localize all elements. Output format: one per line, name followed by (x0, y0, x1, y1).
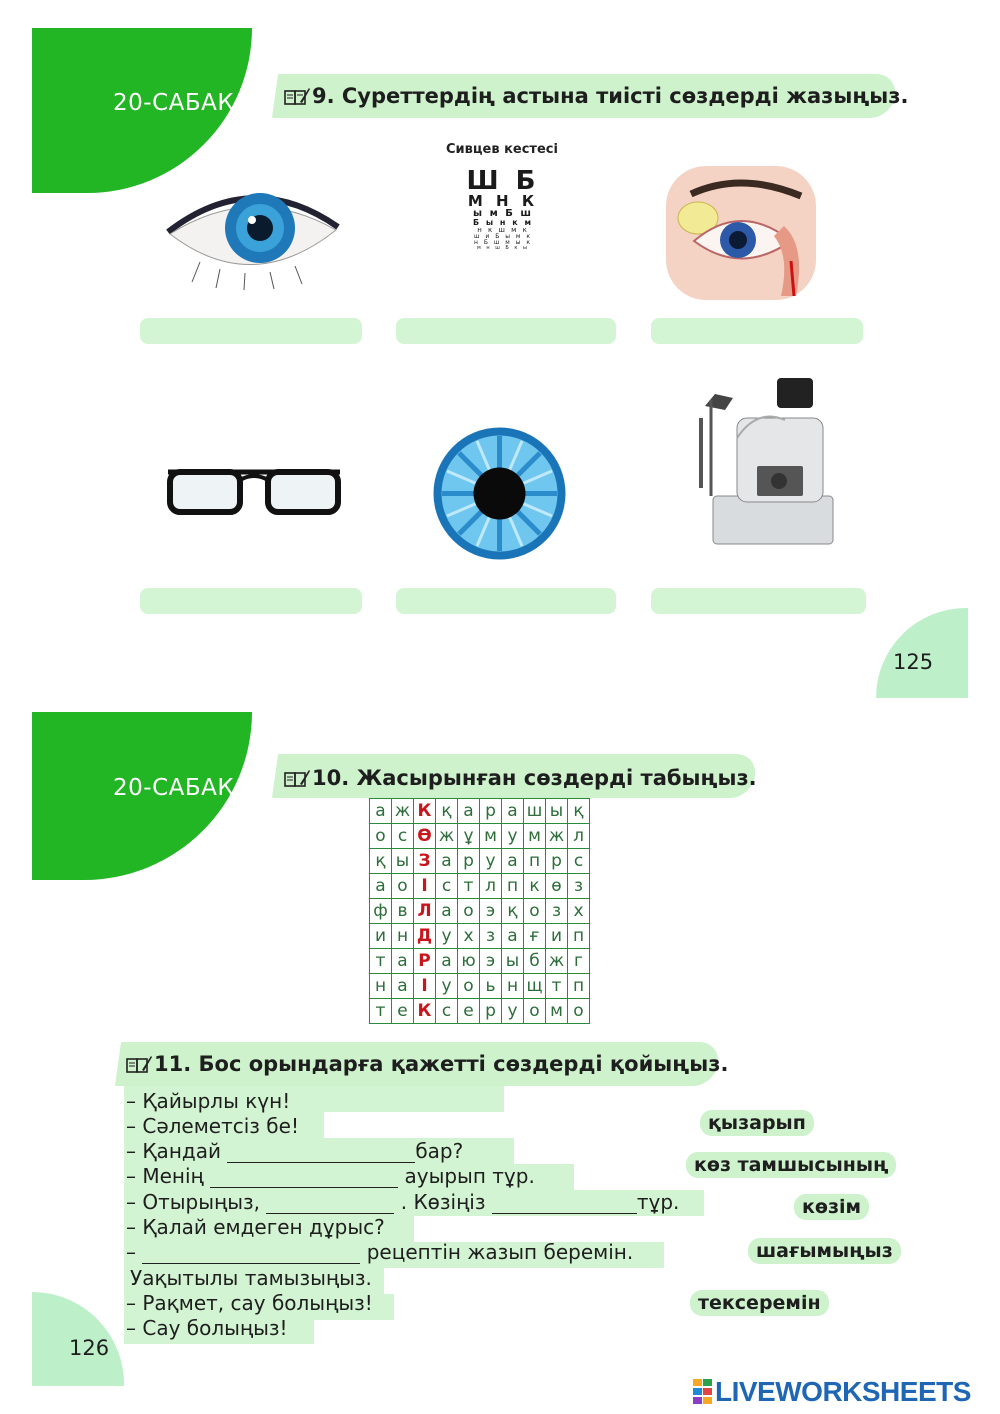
grid-cell[interactable]: х (568, 899, 590, 924)
grid-cell[interactable]: е (392, 999, 414, 1024)
write-book-icon (126, 1054, 152, 1074)
word-bank-item[interactable]: шағымыңыз (748, 1238, 901, 1264)
grid-cell[interactable]: п (568, 974, 590, 999)
grid-cell[interactable]: э (480, 949, 502, 974)
glasses-image (164, 466, 344, 518)
grid-cell[interactable]: с (436, 874, 458, 899)
eye-image (160, 172, 345, 292)
grid-cell[interactable]: л (568, 824, 590, 849)
task9-title (284, 84, 908, 108)
grid-cell[interactable]: о (458, 899, 480, 924)
grid-cell[interactable]: э (480, 899, 502, 924)
grid-cell[interactable]: к (524, 874, 546, 899)
grid-cell[interactable]: с (392, 824, 414, 849)
grid-cell[interactable]: Ө (414, 824, 436, 849)
task10-title (284, 766, 757, 790)
blank-field-5[interactable] (142, 1245, 360, 1264)
grid-cell[interactable]: з (546, 899, 568, 924)
grid-cell[interactable]: ы (546, 799, 568, 824)
blank-field-4[interactable] (492, 1195, 637, 1214)
grid-cell[interactable]: н (370, 974, 392, 999)
chart-row-2: М Н К (467, 192, 539, 210)
word-bank-item[interactable]: көзім (794, 1194, 869, 1220)
grid-cell[interactable]: Л (414, 899, 436, 924)
grid-cell[interactable]: К (414, 999, 436, 1024)
blank-field-2[interactable] (210, 1169, 398, 1188)
grid-row (370, 974, 590, 999)
grid-cell[interactable]: І (414, 874, 436, 899)
grid-row (370, 999, 590, 1024)
dialogue-line-3 (126, 1139, 463, 1163)
write-book-icon (284, 86, 310, 106)
grid-cell[interactable]: т (546, 974, 568, 999)
blank-field-3[interactable] (266, 1195, 394, 1214)
dialogue-line-2: – Сәлеметсіз бе! (126, 1114, 299, 1138)
task11-text: 11. Бос орындарға қажетті сөздерді қойыңыз. (154, 1052, 729, 1076)
grid-cell[interactable]: и (370, 924, 392, 949)
grid-cell[interactable]: н (502, 974, 524, 999)
grid-cell[interactable]: м (546, 999, 568, 1024)
grid-row (370, 874, 590, 899)
grid-row (370, 849, 590, 874)
answer-field-4[interactable] (140, 588, 362, 614)
grid-row (370, 899, 590, 924)
grid-cell[interactable]: қ (568, 799, 590, 824)
grid-cell[interactable]: о (568, 999, 590, 1024)
grid-cell[interactable]: қ (370, 849, 392, 874)
grid-cell[interactable]: а (502, 849, 524, 874)
grid-cell[interactable]: г (568, 949, 590, 974)
lesson-label-2: 20-САБАҚ (113, 775, 235, 801)
grid-cell[interactable]: І (414, 974, 436, 999)
chart-row-1: Ш Б (466, 166, 540, 196)
fundus-camera-image (695, 378, 835, 548)
blank-field-1[interactable] (227, 1144, 415, 1163)
grid-cell[interactable]: К (414, 799, 436, 824)
grid-cell[interactable]: в (392, 899, 414, 924)
grid-cell[interactable]: б (524, 949, 546, 974)
liveworksheets-icon (693, 1379, 713, 1405)
grid-cell[interactable]: у (502, 999, 524, 1024)
grid-cell[interactable]: з (568, 874, 590, 899)
dialogue-text: ауырып тұр. (398, 1164, 535, 1188)
brand-text: LIVEWORKSHEETS (715, 1376, 971, 1407)
grid-cell[interactable]: Р (414, 949, 436, 974)
grid-cell[interactable]: ж (392, 799, 414, 824)
grid-cell[interactable]: м (480, 824, 502, 849)
task9-text: 9. Суреттердің астына тиісті сөздерді жазыңыз. (312, 84, 909, 108)
tear-gland-image (666, 166, 816, 300)
page-number-2: 126 (69, 1336, 110, 1360)
grid-cell[interactable]: с (436, 999, 458, 1024)
dialogue-line-1: – Қайырлы күн! (126, 1089, 291, 1113)
grid-cell[interactable]: у (436, 974, 458, 999)
grid-cell[interactable]: З (414, 849, 436, 874)
grid-cell[interactable]: ы (392, 849, 414, 874)
chart-row-3: ы м Б ш (473, 208, 533, 219)
word-search-grid (369, 798, 590, 1024)
grid-cell[interactable]: ы (502, 949, 524, 974)
grid-cell[interactable]: ж (546, 949, 568, 974)
grid-cell[interactable]: у (436, 924, 458, 949)
lesson-label: 20-САБАҚ (113, 90, 235, 116)
grid-cell[interactable]: щ (524, 974, 546, 999)
grid-cell[interactable]: ұ (458, 824, 480, 849)
grid-row (370, 824, 590, 849)
task10-text: 10. Жасырынған сөздерді табыңыз. (312, 766, 757, 790)
dialogue-line-5 (126, 1190, 679, 1214)
grid-cell[interactable]: а (392, 949, 414, 974)
grid-cell[interactable]: о (458, 974, 480, 999)
answer-field-6[interactable] (651, 588, 866, 614)
grid-cell[interactable]: т (458, 874, 480, 899)
grid-cell[interactable]: с (568, 849, 590, 874)
dialogue-text: – Менің (126, 1164, 211, 1188)
grid-cell[interactable]: р (480, 999, 502, 1024)
grid-cell[interactable]: п (568, 924, 590, 949)
grid-cell[interactable]: т (370, 949, 392, 974)
iris-image (432, 426, 567, 561)
chart-row-4: Б ы н к м (473, 218, 533, 227)
dialogue-text: – Қандай (126, 1139, 228, 1163)
grid-row (370, 949, 590, 974)
task11-title (126, 1052, 728, 1076)
grid-cell[interactable]: е (458, 999, 480, 1024)
dialogue-line-9: – Рақмет, сау болыңыз! (126, 1291, 373, 1315)
grid-cell[interactable]: ф (370, 899, 392, 924)
grid-cell[interactable]: а (370, 874, 392, 899)
grid-cell[interactable]: м (524, 824, 546, 849)
grid-cell[interactable]: з (480, 924, 502, 949)
grid-cell[interactable]: у (480, 849, 502, 874)
grid-cell[interactable]: и (546, 924, 568, 949)
write-book-icon (284, 768, 310, 788)
chart-row-6: ш и Б ы м к (474, 233, 532, 240)
grid-cell[interactable]: қ (502, 899, 524, 924)
answer-field-3[interactable] (651, 318, 863, 344)
dialogue-line-8: Уақытылы тамызыңыз. (130, 1266, 372, 1290)
dialogue-text: – (126, 1240, 143, 1264)
word-bank-item[interactable]: тексеремін (690, 1290, 829, 1316)
sivtsev-chart-caption: Сивцев кестесі (446, 142, 558, 157)
grid-cell[interactable]: ө (546, 874, 568, 899)
grid-cell[interactable]: т (370, 999, 392, 1024)
dialogue-text: тұр. (636, 1190, 680, 1214)
dialogue-text: бар? (415, 1139, 464, 1163)
dialogue-line-4 (126, 1164, 535, 1188)
chart-row-8: м н ш Б к ы (477, 245, 529, 251)
grid-cell[interactable]: ш (524, 799, 546, 824)
grid-cell[interactable]: р (480, 799, 502, 824)
sivtsev-chart (452, 168, 554, 251)
grid-cell[interactable]: ж (546, 824, 568, 849)
grid-row (370, 799, 590, 824)
grid-cell[interactable]: а (392, 974, 414, 999)
grid-cell[interactable]: х (458, 924, 480, 949)
dialogue-text: рецептін жазып беремін. (360, 1240, 634, 1264)
grid-cell[interactable]: о (524, 899, 546, 924)
grid-cell[interactable]: о (524, 999, 546, 1024)
grid-cell[interactable]: л (480, 874, 502, 899)
grid-cell[interactable]: п (502, 874, 524, 899)
dialogue-line-10: – Сау болыңыз! (126, 1316, 288, 1340)
grid-cell[interactable]: у (502, 824, 524, 849)
grid-cell[interactable]: а (502, 924, 524, 949)
grid-cell[interactable]: р (546, 849, 568, 874)
grid-cell[interactable]: ю (458, 949, 480, 974)
grid-cell[interactable]: а (458, 799, 480, 824)
grid-cell[interactable]: о (370, 824, 392, 849)
chart-row-7: н Б ш м ы к (474, 239, 532, 246)
word-bank-item[interactable]: қызарып (700, 1110, 814, 1136)
grid-cell[interactable]: ғ (524, 924, 546, 949)
grid-cell[interactable]: н (392, 924, 414, 949)
page-number: 125 (893, 650, 934, 674)
liveworksheets-logo (693, 1376, 971, 1408)
grid-cell[interactable]: а (436, 949, 458, 974)
grid-cell[interactable]: о (392, 874, 414, 899)
grid-row (370, 924, 590, 949)
grid-cell[interactable]: а (502, 799, 524, 824)
grid-cell[interactable]: ж (436, 824, 458, 849)
grid-cell[interactable]: п (524, 849, 546, 874)
word-bank-item[interactable]: көз тамшысының (686, 1152, 896, 1178)
answer-field-1[interactable] (140, 318, 362, 344)
dialogue-line-7 (126, 1240, 633, 1264)
grid-cell[interactable]: ь (480, 974, 502, 999)
dialogue-line-6: – Қалай емдеген дұрыс? (126, 1215, 385, 1239)
chart-row-5: н к ш м к (477, 226, 529, 234)
dialogue-text: – Отырыңыз, (126, 1190, 267, 1214)
grid-cell[interactable]: Д (414, 924, 436, 949)
answer-field-2[interactable] (396, 318, 616, 344)
grid-cell[interactable]: а (370, 799, 392, 824)
dialogue-text: . Көзіңіз (394, 1190, 492, 1214)
grid-cell[interactable]: а (436, 899, 458, 924)
answer-field-5[interactable] (396, 588, 616, 614)
grid-cell[interactable]: а (436, 849, 458, 874)
grid-cell[interactable]: қ (436, 799, 458, 824)
grid-cell[interactable]: р (458, 849, 480, 874)
